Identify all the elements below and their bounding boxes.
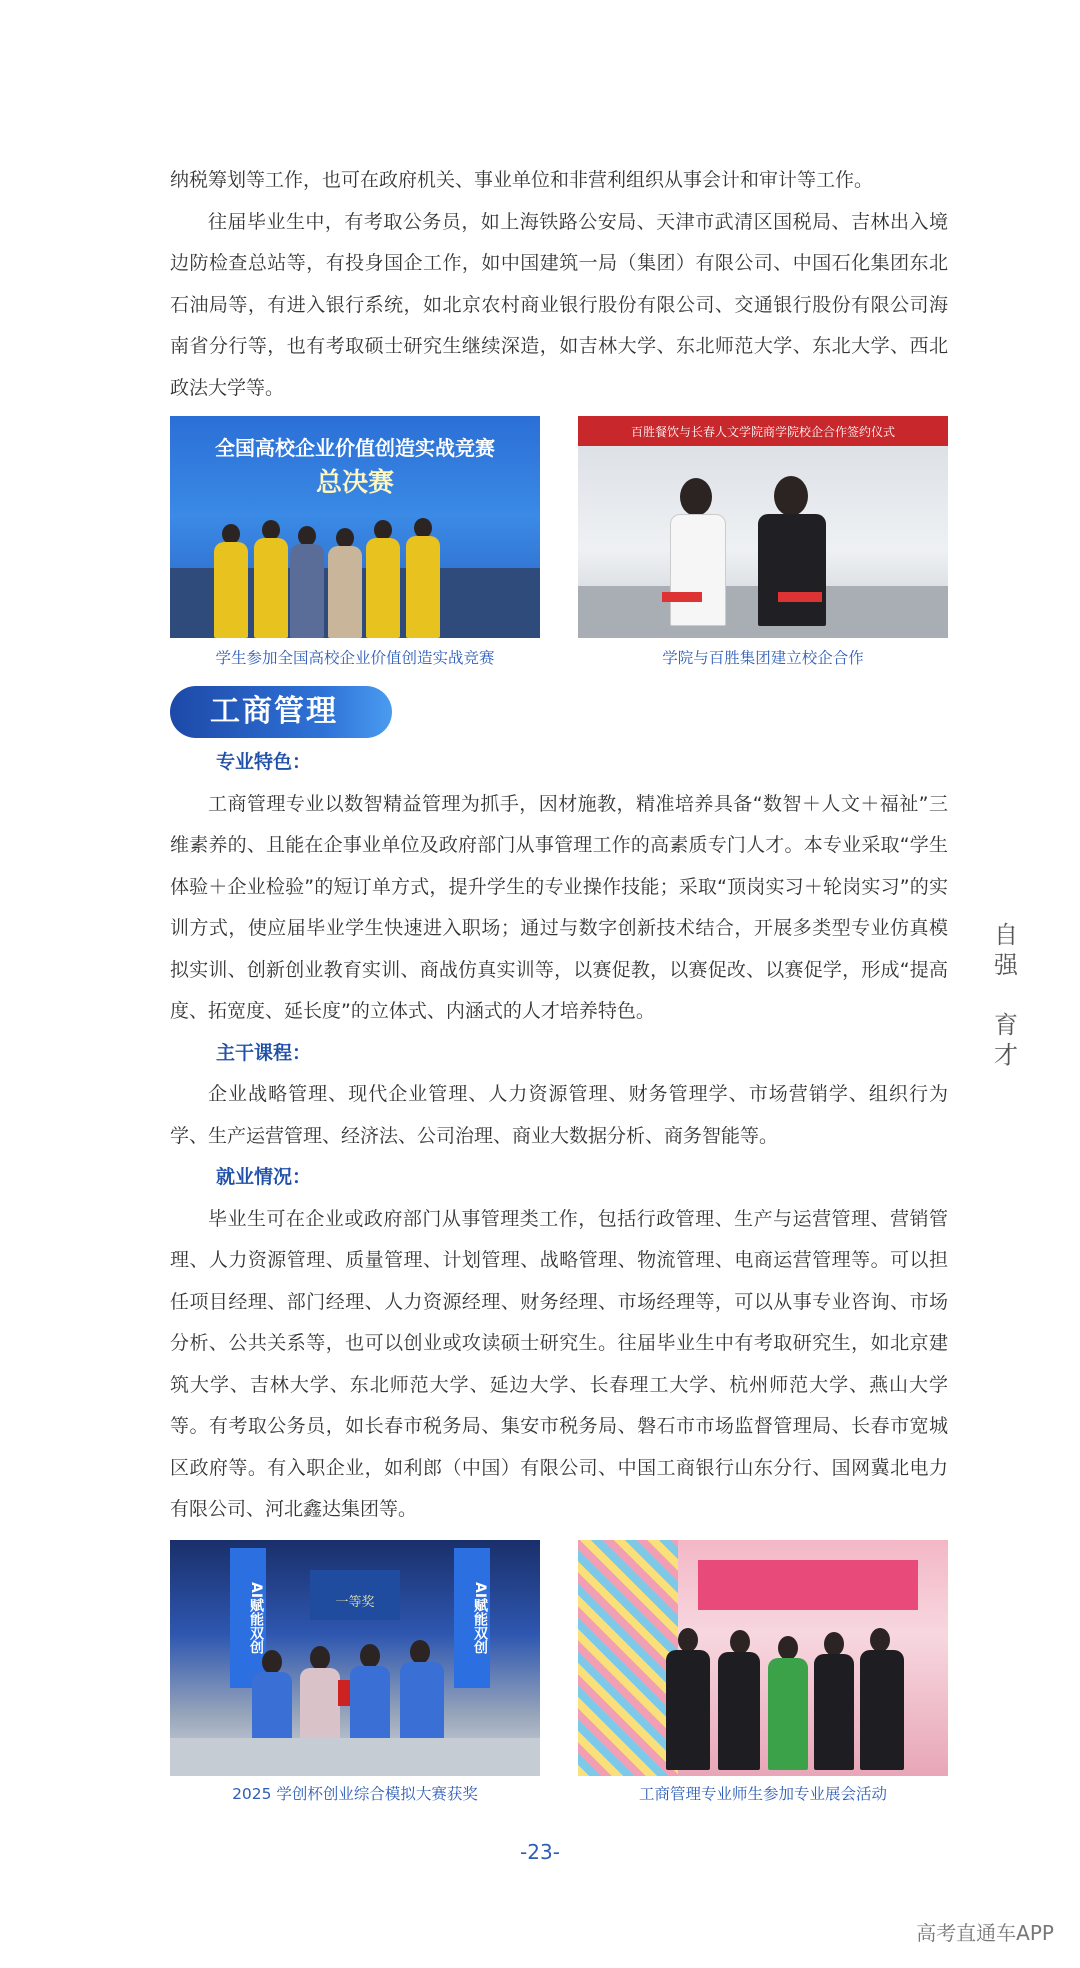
stage-banner-right: AI赋能双创 <box>454 1548 490 1688</box>
exhibit-banner <box>698 1560 918 1610</box>
paragraph-graduates: 往届毕业生中，有考取公务员，如上海铁路公安局、天津市武清区国税局、吉林出入境边防检查总站等，有投身国企工作，如中国建筑一局（集团）有限公司、中国石化集团东北石油局等，有进入银行系统，如北京农村商业银行股份有限公司、交通银行股份有限公司海南省分行等，也有考取硕士研究生继续深造，如吉林大学、东北师范大学、东北大学、西北政法大学等。 <box>170 210 948 399</box>
page-number: -23- <box>520 1840 560 1864</box>
caption-signing: 学院与百胜集团建立校企合作 <box>662 649 864 667</box>
photo-competition <box>170 416 540 638</box>
side-calligraphy <box>988 920 1024 1070</box>
poster-wall <box>578 1540 678 1776</box>
caption-exhibition: 工商管理专业师生参加专业展会活动 <box>638 1785 887 1803</box>
photo-signing-ceremony <box>578 416 948 638</box>
section-title: 工商管理 <box>170 686 392 738</box>
side-char: 自 <box>994 921 1018 949</box>
red-folder <box>662 592 702 602</box>
jobs-heading: 就业情况： <box>216 1166 312 1188</box>
photo-award <box>170 1540 540 1776</box>
person-right <box>758 514 826 626</box>
section-body <box>170 742 948 1531</box>
top-text-block <box>170 160 948 409</box>
ceremony-banner-text: 百胜餐饮与长春人文学院商学院校企合作签约仪式 <box>630 425 895 439</box>
stage-banner-left: AI赋能双创 <box>230 1548 266 1688</box>
paragraph-continued: 纳税筹划等工作，也可在政府机关、事业单位和非营利组织从事会计和审计等工作。 <box>170 169 874 191</box>
jobs-paragraph: 毕业生可在企业或政府部门从事管理类工作，包括行政管理、生产与运营管理、营销管理、人力资源管理、质量管理、计划管理、战略管理、物流管理、电商运营管理等。可以担任项目经理、部门经理、人力资源经理、财务经理、市场经理等，可以从事专业咨询、市场分析、公共关系等，也可以创业或攻读硕士研究生。往届毕业生中有考取研究生，如北京建筑大学、吉林大学、东北师范大学、延边大学、长春理工大学、杭州师范大学、燕山大学等。有考取公务员，如长春市税务局、集安市税务局、磐石市市场监督管理局、长春市宽城区政府等。有入职企业，如利郎（中国）有限公司、中国工商银行山东分行、国网冀北电力有限公司、河北鑫达集团等。 <box>170 1207 948 1520</box>
photo-banner-line2: 总决赛 <box>315 468 394 498</box>
feature-heading: 专业特色： <box>216 751 312 773</box>
red-folder <box>778 592 822 602</box>
watermark-text: 高考直通车APP <box>916 1921 1054 1945</box>
person-left <box>670 514 726 626</box>
award-screen: 一等奖 <box>310 1570 400 1620</box>
photo-banner-line1: 全国高校企业价值创造实战竞赛 <box>215 436 495 460</box>
courses-paragraph: 企业战略管理、现代企业管理、人力资源管理、财务管理学、市场营销学、组织行为学、生产运营管理、经济法、公司治理、商业大数据分析、商务智能等。 <box>170 1083 948 1147</box>
side-char: 强 <box>994 951 1018 979</box>
caption-award: 2025 学创杯创业综合模拟大赛获奖 <box>232 1785 478 1803</box>
feature-paragraph: 工商管理专业以数智精益管理为抓手，因材施教，精准培养具备“数智＋人文＋福祉”三维素养的、且能在企事业单位及政府部门从事管理工作的高素质专门人才。本专业采取“学生体验＋企业检验”的短订单方式，提升学生的专业操作技能；采取“顶岗实习＋轮岗实习”的实训方式，使应届毕业学生快速进入职场；通过与数字创新技术结合，开展多类型专业仿真模拟实训、创新创业教育实训、商战仿真实训等，以赛促教，以赛促改、以赛促学，形成“提高度、拓宽度、延长度”的立体式、内涵式的人才培养特色。 <box>170 792 948 1022</box>
photo-exhibition <box>578 1540 948 1776</box>
side-char: 才 <box>994 1041 1018 1069</box>
courses-heading: 主干课程： <box>216 1041 312 1064</box>
chairs-row <box>170 1738 540 1776</box>
side-char: 育 <box>994 1011 1018 1039</box>
caption-competition: 学生参加全国高校企业价值创造实战竞赛 <box>215 649 495 667</box>
